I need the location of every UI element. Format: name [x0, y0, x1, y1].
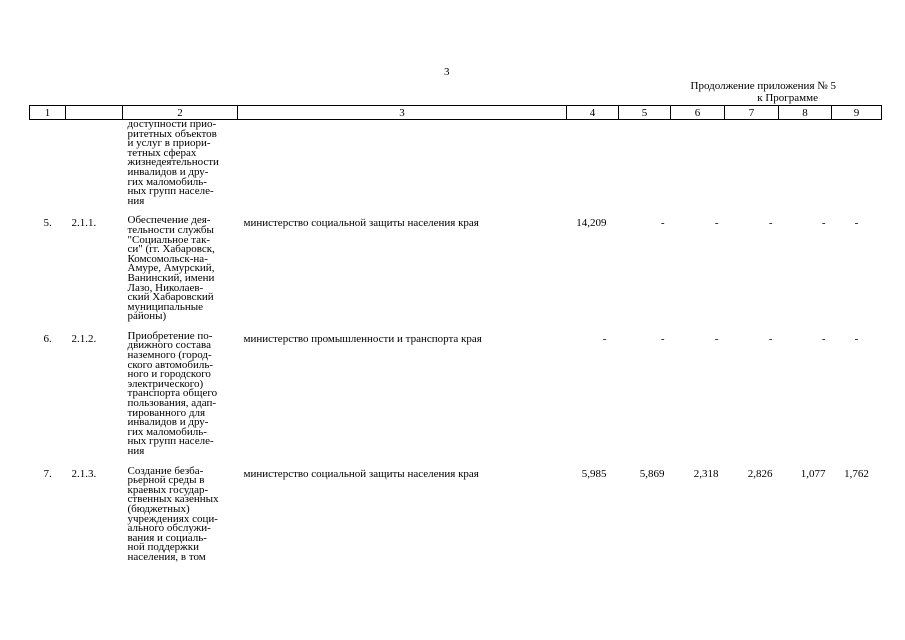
measure-name [123, 464, 238, 573]
measure-name-line: ственных казенных [127, 493, 219, 506]
appendix-continuation-note [691, 80, 836, 104]
column-header: 7 [725, 106, 779, 120]
funding-value: - [854, 217, 859, 230]
funding-value [671, 120, 725, 217]
column-header: 9 [832, 106, 882, 120]
measure-name-line: ский Хабаровский [127, 291, 214, 304]
measure-name-line: ных групп населе- [127, 185, 214, 198]
measure-name-line: ния [127, 194, 145, 207]
measure-name-line: ального обслужи- [127, 522, 211, 535]
measure-name-line: ского автомобиль- [127, 358, 214, 371]
row-number: 7. [43, 467, 52, 480]
measure-name-line: Ванинский, имени [127, 271, 215, 284]
measure-name [123, 216, 238, 332]
measure-name [123, 329, 238, 467]
measure-name-line: населения, в том [127, 550, 206, 563]
measure-name-line: и услуг в приори- [127, 137, 211, 150]
funding-value: 14,209 [576, 217, 607, 230]
funding-value: 2,826 [747, 467, 773, 480]
table-row [30, 120, 882, 217]
funding-value [779, 120, 832, 217]
continuation-line-1: Продолжение приложения № 5 [690, 80, 836, 92]
funding-value: 5,985 [581, 467, 607, 480]
funding-value: - [821, 332, 826, 345]
measure-name-line: Амуре, Амурский, [127, 262, 215, 275]
measure-name-line: гих маломобиль- [127, 175, 207, 188]
funding-value: 2,318 [693, 467, 719, 480]
measure-name-line: ной поддержки [127, 541, 199, 554]
measure-name-line: жизнедеятельности [127, 156, 219, 169]
measure-name-line: краевых государ- [127, 483, 209, 496]
funding-value: - [602, 332, 607, 345]
measure-name-line: тетных сферах [127, 146, 197, 159]
funding-value: 1,762 [844, 467, 869, 480]
funding-value [567, 120, 619, 217]
table-row [30, 332, 882, 467]
funding-value: - [768, 332, 773, 345]
column-header: 1 [30, 106, 66, 120]
measure-name-line: муниципальные [127, 300, 204, 313]
measure-name-line: Комсомольск-на- [127, 252, 208, 265]
executor: министерство социальной защиты населения края [243, 467, 479, 480]
funding-value: 1,077 [800, 467, 826, 480]
measure-name-line: си" (гг. Хабаровск, [127, 243, 215, 256]
funding-value [832, 120, 882, 217]
measure-code: 2.1.1. [71, 217, 97, 230]
measure-name-line: вания и социаль- [127, 531, 207, 544]
measure-name-line: районы) [127, 310, 167, 323]
measure-name-line: транспорта общего [127, 387, 218, 400]
funding-value: 5,869 [639, 467, 665, 480]
row-number: 6. [43, 332, 52, 345]
executor [238, 120, 567, 217]
measure-name-line: электрического) [127, 377, 204, 390]
funding-value [725, 120, 779, 217]
column-header: 2 [123, 106, 238, 120]
measure-name-line: инвалидов и дру- [127, 416, 209, 429]
program-measures-table [29, 105, 882, 573]
measure-name-line: Лазо, Николаев- [127, 281, 204, 294]
continuation-line-2: к Программе [757, 92, 818, 104]
page-number: 3 [444, 66, 450, 78]
funding-value [619, 120, 671, 217]
table-row [30, 467, 882, 573]
measure-name-line: "Социальное так- [127, 233, 211, 246]
measure-name-line: тированного для [127, 406, 206, 419]
measure-name-line: Обеспечение дея- [127, 214, 211, 227]
measure-name-line: движного состава [127, 339, 211, 352]
measure-name-line: тельности службы [127, 223, 214, 236]
column-header [66, 106, 123, 120]
measure-name-line: доступности прио- [127, 118, 217, 130]
measure-name-line: учреждениях соци- [127, 512, 218, 525]
column-header: 4 [567, 106, 619, 120]
column-header: 8 [779, 106, 832, 120]
measure-name-line: ного и городского [127, 368, 211, 381]
column-header: 3 [238, 106, 567, 120]
measure-name-line: Создание безба- [127, 464, 204, 477]
measure-code: 2.1.3. [71, 467, 97, 480]
column-header: 6 [671, 106, 725, 120]
funding-value: - [768, 217, 773, 230]
row-number [30, 120, 66, 217]
measure-code: 2.1.2. [71, 332, 97, 345]
measure-name-line: инвалидов и дру- [127, 165, 209, 178]
measure-name-line: пользования, адап- [127, 397, 217, 410]
funding-value: - [660, 217, 665, 230]
funding-value: - [714, 217, 719, 230]
measure-name-line: ритетных объектов [127, 127, 217, 140]
measure-name [123, 120, 238, 217]
funding-value: - [660, 332, 665, 345]
funding-value: - [714, 332, 719, 345]
row-number: 5. [43, 217, 52, 230]
funding-value: - [821, 217, 826, 230]
executor: министерство социальной защиты населения края [243, 217, 479, 230]
measure-name-line: наземного (город- [127, 349, 212, 362]
measure-name-line: ных групп населе- [127, 435, 214, 448]
measure-name-line: Приобретение по- [127, 329, 213, 342]
table-row [30, 216, 882, 332]
measure-name-line: гих маломобиль- [127, 425, 207, 438]
funding-value: - [854, 332, 859, 345]
executor: министерство промышленности и транспорта края [243, 332, 482, 345]
measure-name-line: (бюджетных) [127, 502, 190, 515]
measure-name-line: ния [127, 445, 145, 457]
measure-name-line: рьерной среды в [127, 474, 205, 487]
column-header: 5 [619, 106, 671, 120]
measure-code [66, 120, 123, 217]
